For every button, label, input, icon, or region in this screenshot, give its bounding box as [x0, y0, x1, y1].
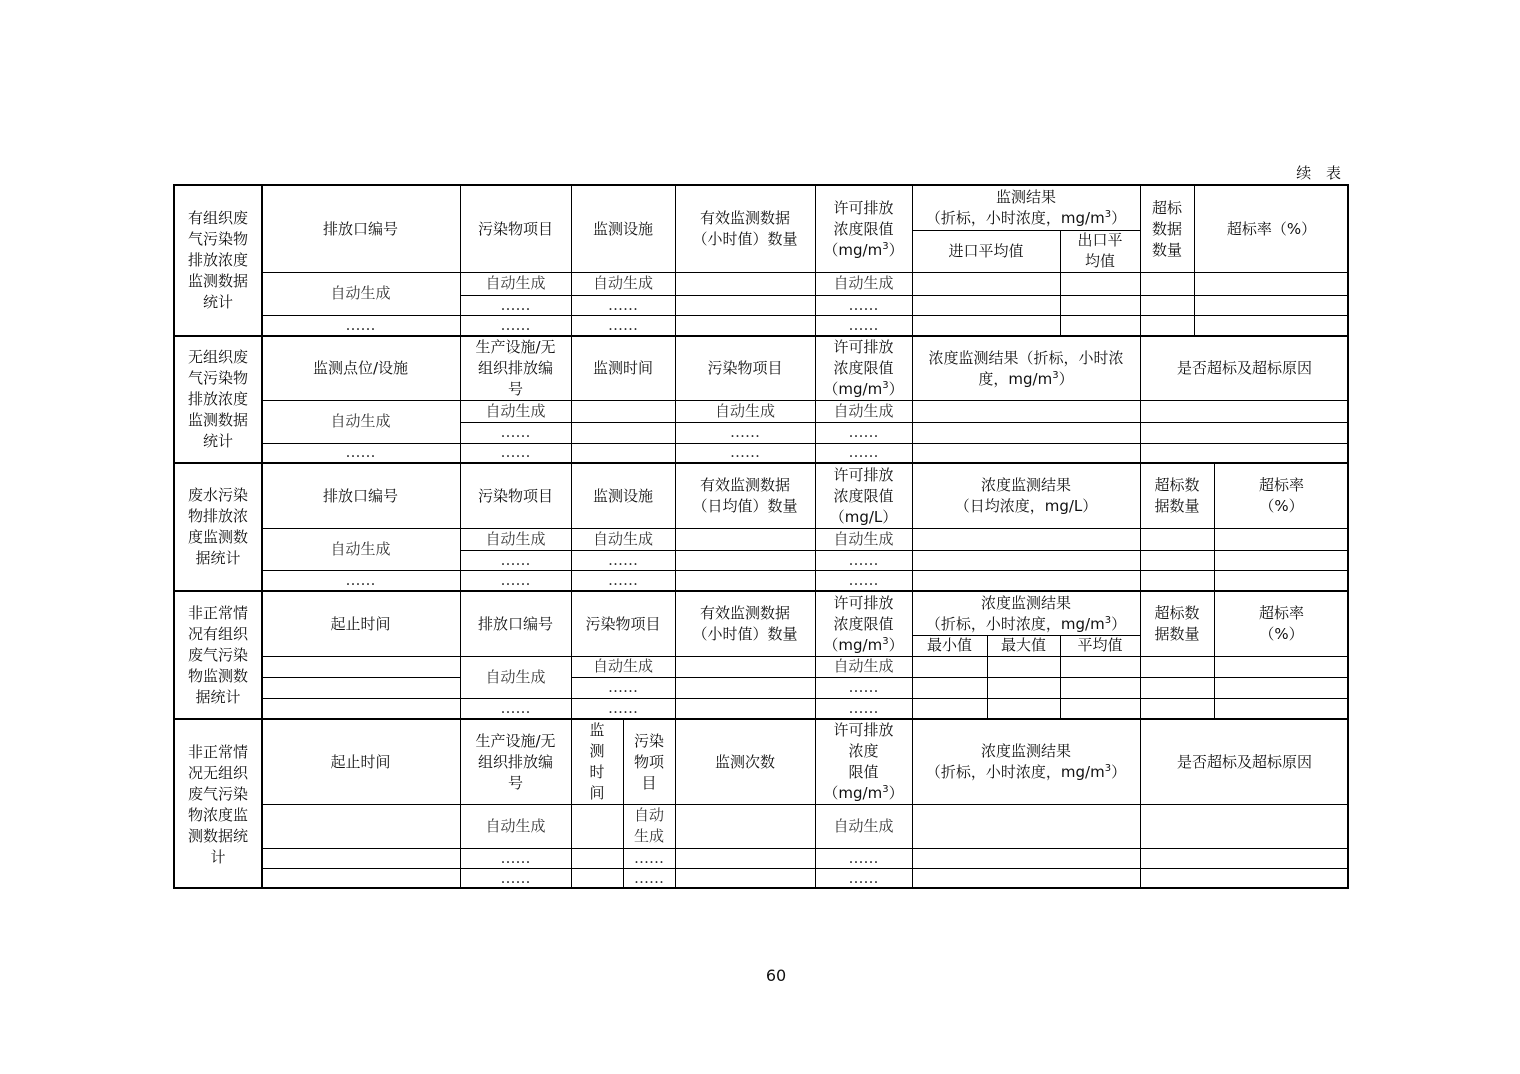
- section-title-abnormal-unorganized-gas: 非正常情 况无组织 废气污染 物浓度监 测数据统 计: [187, 742, 248, 866]
- header-permitted-limit: 许可排放 浓度限值 $(mg/m^3)$: [823, 198, 904, 259]
- header-exceed-reason: 是否超标及超标原因: [1176, 752, 1312, 771]
- ellipsis-cell: ……: [500, 295, 531, 314]
- ellipsis-cell: ……: [608, 698, 638, 717]
- page-number: 60: [765, 966, 787, 985]
- header-start-end-time: 起止时间: [330, 614, 391, 633]
- auto-cell: 自动生成: [485, 816, 546, 835]
- header-pollutant: 污染物项目: [707, 359, 783, 377]
- auto-cell: 自动生成: [485, 274, 546, 292]
- auto-cell: 自动生成: [485, 667, 546, 686]
- ellipsis-cell: ……: [500, 570, 531, 589]
- auto-cell: 自动生成: [833, 274, 894, 292]
- header-permitted-limit: 许可排放 浓度限值 $(mg/m^3)$: [823, 338, 904, 398]
- ellipsis-cell: ……: [848, 443, 879, 461]
- header-min-value: 最小值: [926, 636, 972, 654]
- header-exceed-reason: 是否超标及超标原因: [1176, 359, 1312, 377]
- header-concentration-result: 浓度监测结果 （日均浓度，mg/L）: [954, 476, 1098, 515]
- ellipsis-cell: ……: [345, 315, 376, 334]
- header-pollutant: 污染物项目: [477, 219, 553, 238]
- ellipsis-cell: ……: [848, 423, 879, 441]
- auto-cell: 自动生成: [592, 274, 653, 292]
- ellipsis-cell: ……: [848, 570, 879, 589]
- header-concentration-result: 浓度监测结果 （折标，小时浓度，$mg/m^3$）: [925, 593, 1127, 633]
- auto-cell: 自动生成: [833, 529, 894, 548]
- ellipsis-cell: ……: [500, 443, 531, 461]
- auto-cell: 自动生成: [485, 529, 546, 548]
- header-pollutant: 污染物项目: [477, 486, 553, 505]
- header-inlet-average: 进口平均值: [948, 241, 1024, 260]
- header-exceed-rate: 超标率 （%）: [1258, 476, 1304, 515]
- header-valid-data-count: 有效监测数据 （小时值）数量: [692, 604, 798, 643]
- section-title-abnormal-organized-gas: 非正常情 况有组织 废气污染 物监测数 据统计: [187, 603, 248, 706]
- auto-cell: 自动生成: [714, 401, 775, 420]
- ellipsis-cell: ……: [848, 848, 879, 867]
- header-monitoring-count: 监测次数: [714, 752, 775, 771]
- header-exceed-count: 超标 数据 数量: [1151, 198, 1182, 259]
- ellipsis-cell: ……: [848, 550, 879, 569]
- header-outlet-number: 排放口编号: [322, 486, 398, 505]
- header-monitoring-facility: 监测设施: [592, 219, 653, 238]
- ellipsis-cell: ……: [608, 315, 638, 334]
- header-production-facility: 生产设施/无 组织排放编 号: [475, 731, 556, 792]
- ellipsis-cell: ……: [730, 423, 760, 441]
- header-outlet-number: 排放口编号: [477, 614, 553, 633]
- header-permitted-limit: 许可排放 浓度限值 （mg/L）: [829, 465, 898, 526]
- header-monitoring-time: 监 测 时 间: [589, 721, 605, 802]
- ellipsis-cell: ……: [848, 295, 879, 314]
- header-concentration-result: 浓度监测结果 （折标，小时浓度，$mg/m^3$）: [925, 742, 1127, 781]
- auto-cell: 自动 生成: [633, 806, 664, 845]
- header-monitoring-facility: 监测设施: [592, 486, 653, 505]
- header-pollutant: 污染 物项 目: [633, 731, 664, 792]
- ellipsis-cell: ……: [848, 678, 879, 696]
- auto-cell: 自动生成: [833, 657, 894, 675]
- header-concentration-result: 浓度监测结果（折标，小时浓 度，$mg/m^3$）: [928, 348, 1124, 388]
- monitoring-statistics-table: [173, 184, 1349, 889]
- header-avg-value: 平均值: [1077, 636, 1123, 654]
- ellipsis-cell: ……: [634, 848, 664, 867]
- ellipsis-cell: ……: [608, 550, 638, 569]
- header-permitted-limit: 许可排放 浓度限值 $(mg/m^3)$: [823, 593, 904, 654]
- header-outlet-average: 出口平 均值: [1077, 231, 1123, 270]
- header-valid-data-count: 有效监测数据 （小时值）数量: [692, 209, 798, 248]
- header-monitoring-result: 监测结果 （折标，小时浓度，$mg/m^3$）: [925, 188, 1127, 227]
- header-production-facility: 生产设施/无 组织排放编 号: [475, 338, 556, 398]
- header-exceed-rate: 超标率 （%）: [1258, 604, 1304, 643]
- section-title-organized-gas: 有组织废 气污染物 排放浓度 监测数据 统计: [187, 209, 248, 311]
- header-exceed-count: 超标数 据数量: [1154, 476, 1200, 515]
- ellipsis-cell: ……: [500, 869, 531, 887]
- header-outlet-number: 排放口编号: [322, 219, 398, 238]
- ellipsis-cell: ……: [848, 698, 879, 717]
- header-monitoring-point: 监测点位/设施: [312, 359, 409, 377]
- header-exceed-rate: 超标率（%）: [1226, 219, 1317, 238]
- auto-cell: 自动生成: [592, 657, 653, 675]
- ellipsis-cell: ……: [608, 570, 638, 589]
- header-permitted-limit: 许可排放 浓度 限值 $(mg/m^3)$: [823, 721, 904, 802]
- ellipsis-cell: ……: [608, 295, 638, 314]
- ellipsis-cell: ……: [500, 848, 531, 867]
- ellipsis-cell: ……: [848, 315, 879, 334]
- header-max-value: 最大值: [1000, 636, 1046, 654]
- ellipsis-cell: ……: [500, 423, 531, 441]
- auto-cell: 自动生成: [592, 529, 653, 548]
- ellipsis-cell: ……: [345, 570, 376, 589]
- header-monitoring-time: 监测时间: [592, 359, 653, 377]
- auto-cell: 自动生成: [330, 539, 391, 558]
- section-title-wastewater: 废水污染 物排放浓 度监测数 据统计: [187, 486, 248, 567]
- header-valid-data-count: 有效监测数据 （日均值）数量: [692, 476, 798, 515]
- ellipsis-cell: ……: [730, 443, 760, 461]
- ellipsis-cell: ……: [500, 550, 531, 569]
- auto-cell: 自动生成: [833, 401, 894, 420]
- section-title-unorganized-gas: 无组织废 气污染物 排放浓度 监测数据 统计: [187, 348, 248, 450]
- continued-table-label: 续 表: [1296, 164, 1346, 182]
- ellipsis-cell: ……: [345, 443, 376, 461]
- header-exceed-count: 超标数 据数量: [1154, 604, 1200, 643]
- ellipsis-cell: ……: [500, 698, 531, 717]
- ellipsis-cell: ……: [608, 678, 638, 696]
- ellipsis-cell: ……: [634, 869, 664, 887]
- ellipsis-cell: ……: [848, 869, 879, 887]
- ellipsis-cell: ……: [500, 315, 531, 334]
- auto-cell: 自动生成: [833, 816, 894, 835]
- auto-cell: 自动生成: [485, 401, 546, 420]
- auto-cell: 自动生成: [330, 284, 391, 302]
- header-start-end-time: 起止时间: [330, 752, 391, 771]
- auto-cell: 自动生成: [330, 412, 391, 430]
- header-pollutant: 污染物项目: [585, 614, 661, 633]
